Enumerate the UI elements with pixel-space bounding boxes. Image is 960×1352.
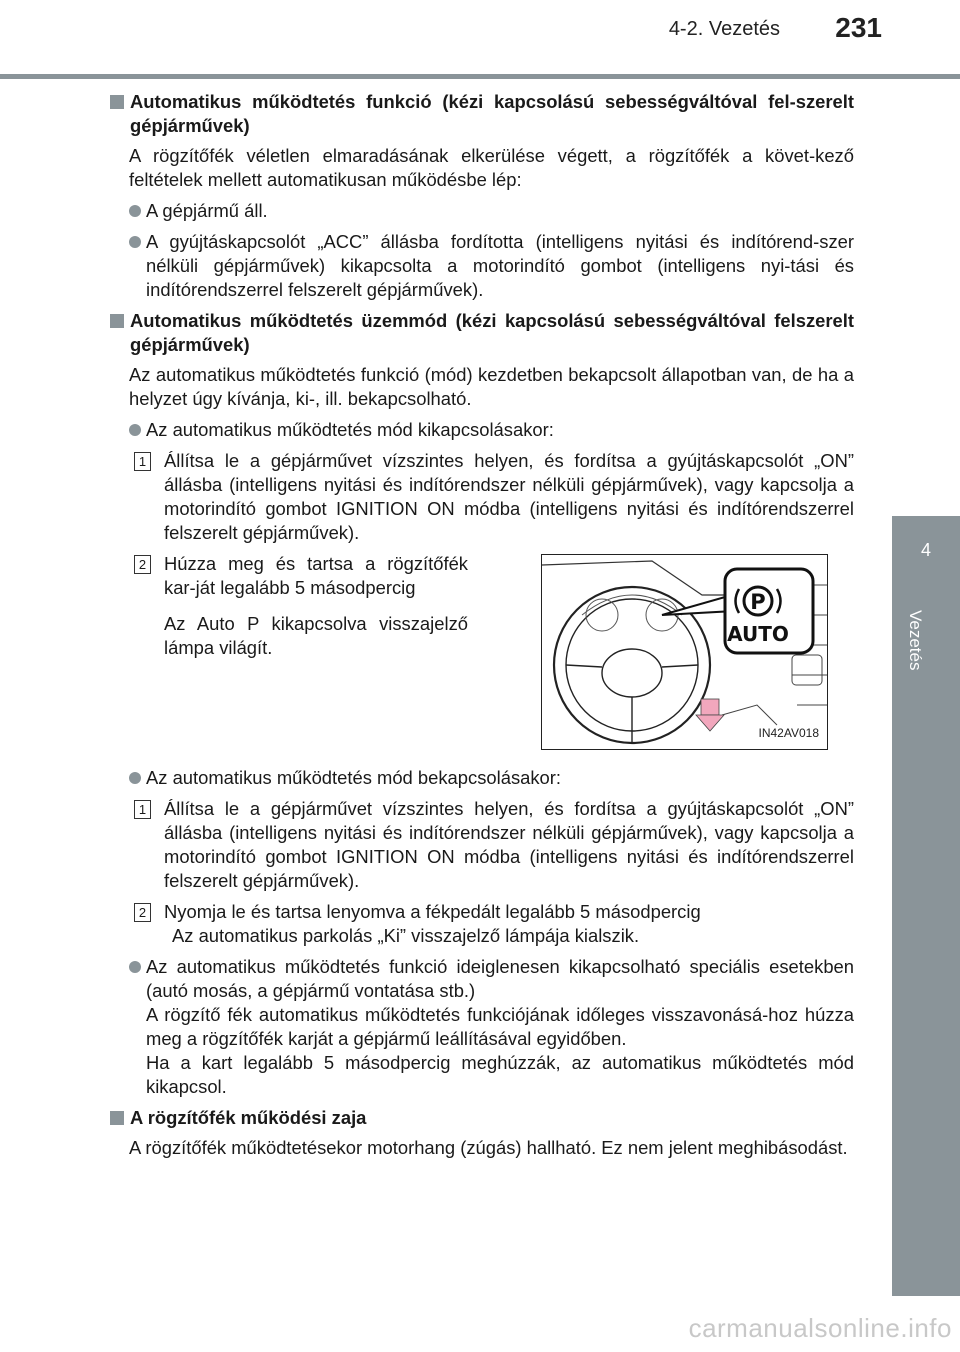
step-item: [108, 552, 468, 660]
step-text: Állítsa le a gépjárművet vízszintes helyen, és fordítsa a gyújtáskapcsolót „ON” állásba (intelligens nyitási és indítórendszer nélküli gépjárművek), vagy kapcsolja a motorindító gombot IGNITION ON módba (intelligens nyitási és indítórendszerrel felszerelt gépjárművek).: [164, 450, 854, 543]
heading-text: Automatikus működtetés üzemmód (kézi kapcsolású sebességváltóval felszerelt gépjárművek): [130, 310, 854, 355]
page-header: [0, 0, 960, 78]
step-text: Nyomja le és tartsa lenyomva a fékpedált legalább 5 másodpercig: [164, 901, 701, 922]
section-heading: [108, 1106, 854, 1130]
step-item: [108, 900, 854, 948]
step-number: 2: [134, 555, 151, 574]
figure-code: IN42AV018: [758, 726, 819, 740]
bullet-item: [108, 766, 854, 790]
bullet-text: Az automatikus működtetés mód kikapcsolásakor:: [146, 419, 554, 440]
heading-square-icon: [110, 1111, 124, 1125]
step-number: 1: [134, 452, 151, 471]
bullet-item: [108, 230, 854, 302]
bullet-dot-icon: [129, 205, 141, 217]
bullet-text: A rögzítő fék automatikus működtetés funkciójának időleges visszavonásá-hoz húzza meg a rögzítőfék karját a gépjármű leállításával egyidőben.: [146, 1004, 854, 1049]
bullet-item: [108, 418, 854, 442]
step-text: Húzza meg és tartsa a rögzítőfék kar-ját legalább 5 másodpercig: [164, 553, 468, 598]
step-note: Az Auto P kikapcsolva visszajelző lámpa világít.: [164, 613, 468, 658]
section-heading: [108, 309, 854, 357]
chapter-tab: [892, 516, 960, 1296]
bullet-dot-icon: [129, 772, 141, 784]
bullet-text: Az automatikus működtetés funkció ideiglenesen kikapcsolható speciális esetekben (autó mosás, a gépjármű vontatása stb.): [146, 956, 854, 1001]
step-note: Az automatikus parkolás „Ki” visszajelző lámpája kialszik.: [172, 925, 640, 946]
paragraph: A rögzítőfék véletlen elmaradásának elkerülése végett, a rögzítőfék a követ-kező feltételek mellett automatikusan működésbe lép:: [129, 145, 854, 190]
section-heading: [108, 90, 854, 138]
bullet-dot-icon: [129, 961, 141, 973]
watermark: carmanualsonline.info: [688, 1313, 952, 1343]
header-divider: [0, 74, 960, 79]
bullet-item: [108, 955, 854, 1099]
heading-text: Automatikus működtetés funkció (kézi kapcsolású sebességváltóval fel-szerelt gépjárművek): [130, 91, 854, 136]
chapter-label: Vezetés: [906, 610, 925, 671]
step-text: Állítsa le a gépjárművet vízszintes helyen, és fordítsa a gyújtáskapcsolót „ON” állásba (intelligens nyitási és indítórendszer nélküli gépjárművek), vagy kapcsolja a motorindító gombot IGNITION ON módba (intelligens nyitási és indítórendszerrel felszerelt gépjárművek).: [164, 798, 854, 891]
step-item: [108, 797, 854, 893]
step-number: 1: [134, 800, 151, 819]
page-number: 231: [835, 12, 882, 43]
paragraph: Az automatikus működtetés funkció (mód) kezdetben bekapcsolt állapotban van, de ha a helyzet úgy kívánja, ki-, ill. bekapcsolható.: [129, 364, 854, 409]
heading-text: A rögzítőfék működési zaja: [130, 1107, 367, 1128]
heading-square-icon: [110, 95, 124, 109]
fig-auto-label: AUTO: [727, 622, 789, 646]
bullet-text: Ha a kart legalább 5 másodpercig meghúzzák, az automatikus működtetés mód kikapcsol.: [146, 1052, 854, 1097]
page-content: [108, 90, 854, 1167]
step-number: 2: [134, 903, 151, 922]
section-title: 4-2. Vezetés: [668, 18, 780, 40]
bullet-dot-icon: [129, 236, 141, 248]
bullet-item: [108, 199, 854, 223]
bullet-dot-icon: [129, 424, 141, 436]
steering-wheel-illustration: [542, 555, 827, 749]
paragraph: A rögzítőfék működtetésekor motorhang (zúgás) hallható. Ez nem jelent meghibásodást.: [129, 1137, 848, 1158]
heading-square-icon: [110, 314, 124, 328]
fig-p-symbol: P: [750, 590, 766, 614]
bullet-text: A gépjármű áll.: [146, 200, 268, 221]
bullet-text: A gyújtáskapcsolót „ACC” állásba fordította (intelligens nyitási és indítórend-szer nélküli gépjárművek) kikapcsolta a motorindító gombot (intelligens nyi-tási és indítórendszerrel felszerelt gépjárművek).: [146, 231, 854, 300]
step-item: [108, 449, 854, 545]
bullet-text: Az automatikus működtetés mód bekapcsolásakor:: [146, 767, 562, 788]
step-with-figure: [108, 552, 854, 750]
chapter-number: 4: [920, 540, 931, 560]
dashboard-illustration: [541, 554, 828, 750]
